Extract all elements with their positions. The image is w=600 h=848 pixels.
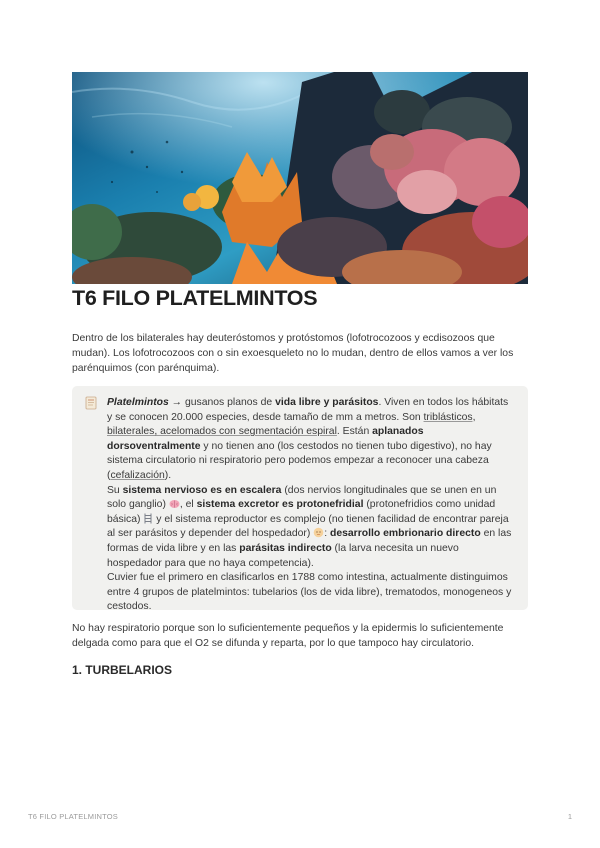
cover-image <box>72 72 528 284</box>
underlined-cefalizacion: cefalización <box>110 469 165 481</box>
callout-sentence-2: Su sistema nervioso es en escalera (dos nervios longitudinales que se unen en un solo ganglio) , el sistema excretor es protonefridial (protonefridios como unidad básica) y el sistema reproductor es complejo (no tienen facilidad de encontrar pareja al ser parásitos y depender del hospedador) : desarrollo embrionario directo en las formas de vida libre y en las parásitas indirecto (la larva necesita un nuevo hospedador para que no haya competencia). <box>107 484 512 569</box>
arrow-symbol: → <box>171 397 183 408</box>
baby-icon <box>313 527 324 538</box>
page-title: T6 FILO PLATELMINTOS <box>72 286 318 310</box>
section-heading: 1. TURBELARIOS <box>72 663 173 677</box>
term-platelmintos: Platelmintos <box>107 397 169 408</box>
callout-sentence-3: Cuvier fue el primero en clasificarlos en 1788 como intestina, actualmente distinguimos entre 4 grupos de platelmintos: tubelarios (los de vida libre), trematodos, monogeneos y cestodos. <box>107 572 512 613</box>
page-number: 1 <box>567 812 572 821</box>
callout-sentence-1: Platelmintos → gusanos planos de vida libre y parásitos. Viven en todos los hábitats y se conocen 20.000 especies, desde tamaño de mm a metros. Son triblásticos, bilaterales, acelomados con segmentación espiral. Están aplanados dorsoventralmente y no tienen ano (los cestodos no tienen tubo digestivo), no hay sistema circulatorio ni respiratorio pero podemos empezar a reconocer una cabeza (cefalización). <box>107 397 509 481</box>
callout-box <box>72 386 528 613</box>
page-doc-icon <box>85 396 97 410</box>
brain-icon <box>169 499 180 509</box>
underlined-traits: triblásticos, bilaterales, acelomados con segmentación espiral <box>107 411 476 438</box>
ladder-icon <box>143 513 153 524</box>
respiration-paragraph: No hay respiratorio porque son lo suficientemente pequeños y la epidermis lo suficientemente delgada como para que el O2 se difunda y reparta, por lo que tampoco hay circulatorio. <box>72 623 504 649</box>
footer-title: T6 FILO PLATELMINTOS <box>28 812 118 821</box>
intro-paragraph: Dentro de los bilaterales hay deuteróstomos y protóstomos (lofotrocozoos y ecdisozoos que mudan). Los lofotrocozoos con o sin exoesqueleto no lo mudan, dentro de ellos vamos a ver los parénquimos (con parénquima). <box>72 333 514 374</box>
callout-text <box>107 396 513 615</box>
coral-reef-image <box>72 72 528 284</box>
